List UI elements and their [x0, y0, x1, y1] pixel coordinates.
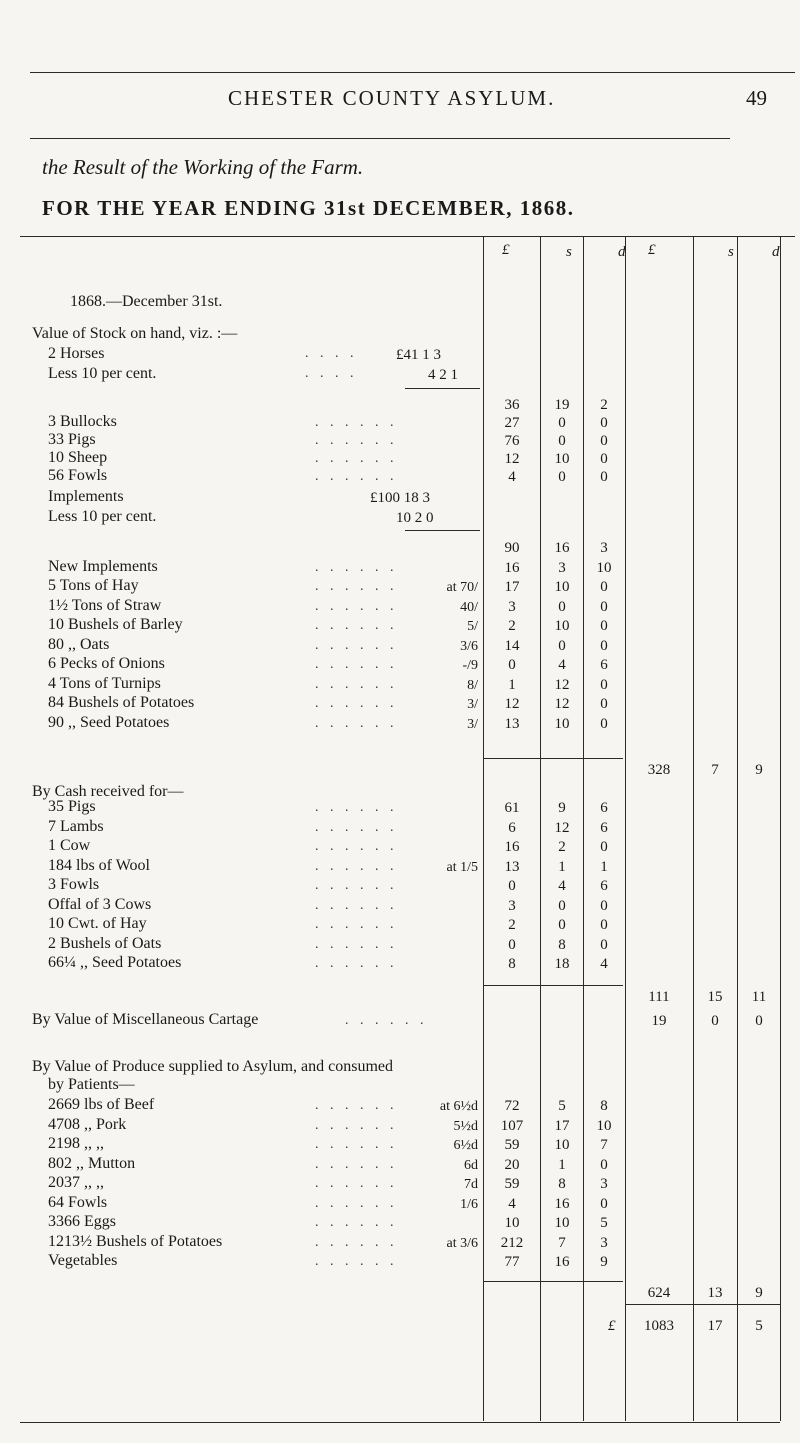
item-label: 2 Bushels of Oats [48, 934, 162, 952]
item-pounds: 4 [508, 1195, 516, 1212]
item-pounds: 59 [504, 1176, 520, 1192]
item-pence: 7 [600, 1137, 608, 1153]
item-label: 80 ,, Oats [48, 635, 110, 653]
item-pounds: 20 [504, 1156, 520, 1173]
item-pence: 0 [600, 598, 608, 615]
item-label: 2198 ,, ,, [48, 1135, 104, 1152]
item-label: 1213½ Bushels of Potatoes [48, 1232, 223, 1250]
item-label: 10 Sheep [48, 449, 108, 466]
item-label: 7 Lambs [48, 817, 104, 835]
item-pounds: 72 [504, 1098, 520, 1114]
item-label: 66¼ ,, Seed Potatoes [48, 954, 182, 971]
col-rule-5 [693, 236, 694, 1421]
item-shillings: 8 [558, 1176, 566, 1192]
item-label: Offal of 3 Cows [48, 895, 152, 913]
leader-dots: . . . . . . [315, 451, 398, 466]
leader-dots: . . . . . . [315, 839, 398, 854]
item-pence: 10 [596, 559, 612, 576]
leader-dots: . . . . . . [315, 637, 398, 653]
item-pence: 0 [600, 839, 608, 855]
item-pence: 0 [600, 696, 608, 712]
leader-dots: . . . . . . [315, 936, 398, 952]
item-label: 2037 ,, ,, [48, 1174, 104, 1191]
leader-dots: . . . . . . [345, 1013, 428, 1028]
col-header-pence-total: d [772, 244, 780, 260]
item-pounds: 12 [504, 451, 520, 467]
item-shillings: 10 [554, 618, 570, 634]
col-rule-6 [737, 236, 738, 1421]
col-header-pence: d [618, 244, 626, 260]
implements-label: Implements [48, 488, 124, 505]
item-shillings: 17 [554, 1117, 570, 1134]
item-pence: 0 [600, 469, 608, 485]
item-shillings: 16 [554, 1195, 570, 1212]
title-underline [20, 236, 795, 237]
leader-dots: . . . . . . [315, 897, 398, 913]
item-pence: 0 [600, 715, 608, 732]
cash-heading: By Cash received for— [32, 783, 184, 800]
item-shillings: 10 [554, 579, 570, 595]
header-rule [30, 72, 795, 73]
leader-dots: . . . . . . [315, 598, 398, 614]
leader-dots: . . . . . . [315, 715, 398, 731]
cash-total-pounds: 111 [648, 989, 670, 1005]
item-label: 3 Bullocks [48, 413, 117, 430]
item-pence: 2 [600, 397, 608, 413]
item-label: 84 Bushels of Potatoes [48, 694, 195, 711]
item-rate: 5/ [467, 619, 478, 634]
item-shillings: 10 [554, 1137, 570, 1153]
produce-total-shillings: 13 [707, 1285, 723, 1301]
item-rate: 3/ [467, 716, 478, 732]
cash-total-pence: 11 [751, 989, 767, 1005]
item-pounds: 14 [504, 637, 520, 654]
item-pence: 0 [600, 415, 608, 431]
item-label: 3 Fowls [48, 876, 100, 893]
item-pounds: 13 [504, 858, 520, 875]
item-pounds: 2 [508, 917, 516, 933]
item-pounds: 6 [508, 819, 516, 836]
item-pounds: 107 [500, 1117, 524, 1134]
item-pence: 0 [600, 1156, 608, 1173]
col-rule-1 [483, 236, 484, 1421]
leader-dots: . . . . . . [315, 469, 398, 484]
leader-dots: . . . . . . [315, 433, 398, 448]
item-pounds: 16 [504, 559, 520, 576]
leader-dots: . . . . . . [315, 819, 398, 835]
item-label: 184 lbs of Wool [48, 856, 150, 874]
horses-subtotal-rule [405, 388, 480, 389]
produce-total-pence: 9 [755, 1285, 763, 1301]
item-pounds: 90 [504, 540, 520, 556]
item-shillings: 7 [558, 1234, 566, 1251]
leader-dots: . . . . . . [315, 676, 398, 692]
item-shillings: 10 [554, 451, 570, 467]
item-label: 90 ,, Seed Potatoes [48, 713, 170, 731]
leader-dots: . . . . . . [315, 1137, 398, 1152]
item-shillings: 1 [558, 1156, 566, 1173]
item-rate: -/9 [462, 658, 478, 673]
subtitle: the Result of the Working of the Farm. [42, 155, 364, 179]
item-pounds: 2 [508, 618, 516, 634]
stock-heading: Value of Stock on hand, viz. :— [32, 325, 238, 342]
item-pounds: 13 [504, 715, 520, 732]
item-shillings: 0 [558, 917, 566, 933]
item-shillings: 12 [554, 696, 570, 712]
cartage-shillings: 0 [711, 1013, 719, 1029]
item-shillings: 10 [554, 1215, 570, 1231]
produce-total-pounds: 624 [647, 1285, 671, 1301]
item-rate: at 3/6 [446, 1235, 478, 1251]
item-label: 1½ Tons of Straw [48, 596, 162, 614]
item-shillings: 0 [558, 897, 566, 914]
item-pence: 0 [600, 433, 608, 449]
item-pence: 8 [600, 1098, 608, 1114]
horses-label: 2 Horses [48, 345, 105, 362]
item-shillings: 4 [558, 878, 566, 894]
leader-dots: . . . . . . [315, 559, 398, 575]
item-label: 2669 lbs of Beef [48, 1096, 155, 1113]
col-header-pounds: £ [502, 242, 510, 258]
item-pounds: 76 [504, 433, 520, 449]
item-shillings: 12 [554, 819, 570, 836]
item-shillings: 0 [558, 415, 566, 431]
cartage-pence: 0 [755, 1013, 763, 1029]
leader-dots: . . . . . . [315, 917, 398, 932]
item-label: 5 Tons of Hay [48, 577, 139, 594]
stock-total-shillings: 7 [711, 762, 719, 778]
item-pounds: 27 [504, 415, 520, 431]
leader-dots: . . . . . . [315, 858, 398, 874]
item-rate: 40/ [460, 599, 478, 615]
horses-less-label: Less 10 per cent. [48, 365, 157, 382]
stock-total-pounds: 328 [647, 762, 671, 778]
item-rate: 8/ [467, 677, 478, 693]
item-shillings: 0 [558, 469, 566, 485]
item-shillings: 19 [554, 397, 570, 413]
item-shillings: 1 [558, 858, 566, 875]
col-header-pounds-total: £ [648, 242, 656, 258]
leader-dots: . . . . . . [315, 579, 398, 594]
item-pounds: 77 [504, 1254, 520, 1270]
item-pence: 0 [600, 897, 608, 914]
item-label: 56 Fowls [48, 467, 108, 484]
item-label: Vegetables [48, 1252, 118, 1269]
leader-dots: . . . . [305, 366, 358, 381]
item-pence: 3 [600, 540, 608, 556]
item-label: 6 Pecks of Onions [48, 655, 165, 672]
item-label: 4 Tons of Turnips [48, 674, 161, 692]
item-rate: 3/6 [460, 638, 478, 654]
item-pounds: 0 [508, 936, 516, 953]
item-label: 35 Pigs [48, 798, 96, 815]
grand-total-pence: 5 [755, 1318, 763, 1334]
item-pounds: 4 [508, 469, 516, 485]
cartage-label: By Value of Miscellaneous Cartage [32, 1011, 259, 1028]
item-shillings: 18 [554, 956, 570, 972]
item-pence: 6 [600, 657, 608, 673]
item-pence: 6 [600, 819, 608, 836]
implements-less-amount: 10 2 0 [396, 510, 434, 526]
item-shillings: 9 [558, 800, 566, 816]
stock-total-rule [483, 758, 623, 759]
leader-dots: . . . . . . [315, 657, 398, 672]
item-label: 33 Pigs [48, 431, 96, 448]
leader-dots: . . . . . . [315, 956, 398, 971]
item-pence: 0 [600, 618, 608, 634]
item-pounds: 1 [508, 676, 516, 693]
leader-dots: . . . . . . [315, 878, 398, 893]
page-number: 49 [746, 86, 767, 110]
produce-total-rule [483, 1281, 623, 1282]
leader-dots: . . . . . . [315, 1254, 398, 1269]
grand-total-shillings: 17 [707, 1318, 723, 1334]
item-pence: 3 [600, 1234, 608, 1251]
item-pence: 0 [600, 637, 608, 654]
item-rate: 3/ [467, 697, 478, 712]
item-pounds: 8 [508, 956, 516, 972]
grand-total-symbol: £ [608, 1318, 616, 1334]
item-shillings: 12 [554, 676, 570, 693]
item-pence: 10 [596, 1117, 612, 1134]
item-rate: 1/6 [460, 1196, 478, 1212]
leader-dots: . . . . [305, 346, 358, 361]
item-pounds: 36 [504, 397, 520, 413]
item-pounds: 0 [508, 657, 516, 673]
item-label: 802 ,, Mutton [48, 1154, 136, 1172]
item-pounds: 3 [508, 598, 516, 615]
grand-total-rule [625, 1304, 780, 1305]
cash-total-rule [483, 985, 623, 986]
item-label: 10 Cwt. of Hay [48, 915, 147, 932]
item-label: New Implements [48, 557, 158, 575]
leader-dots: . . . . . . [315, 1156, 398, 1172]
produce-heading-2: by Patients— [48, 1076, 135, 1093]
cartage-pounds: 19 [651, 1013, 667, 1029]
col-rule-2 [540, 236, 541, 1421]
item-pence: 4 [600, 956, 608, 972]
item-shillings: 0 [558, 433, 566, 449]
item-label: 4708 ,, Pork [48, 1115, 127, 1133]
item-pence: 6 [600, 878, 608, 894]
leader-dots: . . . . . . [315, 1176, 398, 1191]
leader-dots: . . . . . . [315, 618, 398, 633]
leader-dots: . . . . . . [315, 1117, 398, 1133]
item-rate: 6½d [453, 1138, 478, 1153]
item-pounds: 12 [504, 696, 520, 712]
item-pence: 1 [600, 858, 608, 875]
leader-dots: . . . . . . [315, 1195, 398, 1211]
implements-amount: £100 18 3 [370, 490, 430, 506]
item-pence: 9 [600, 1254, 608, 1270]
item-pence: 3 [600, 1176, 608, 1192]
item-shillings: 4 [558, 657, 566, 673]
item-shillings: 10 [554, 715, 570, 732]
item-label: 1 Cow [48, 837, 91, 854]
item-pence: 6 [600, 800, 608, 816]
item-pounds: 0 [508, 878, 516, 894]
item-label: 64 Fowls [48, 1193, 108, 1211]
item-shillings: 3 [558, 559, 566, 576]
item-pounds: 17 [504, 579, 520, 595]
item-pounds: 3 [508, 897, 516, 914]
item-shillings: 8 [558, 936, 566, 953]
date-line: 1868.—December 31st. [70, 293, 223, 310]
col-header-shillings: s [566, 244, 572, 260]
item-pence: 0 [600, 1195, 608, 1212]
item-pence: 0 [600, 676, 608, 693]
item-shillings: 16 [554, 540, 570, 556]
item-pounds: 61 [504, 800, 520, 816]
item-pence: 5 [600, 1215, 608, 1231]
item-label: 10 Bushels of Barley [48, 616, 183, 633]
bottom-rule [20, 1422, 780, 1423]
leader-dots: . . . . . . [315, 1098, 398, 1113]
item-rate: at 1/5 [446, 859, 478, 875]
implements-subtotal-rule [405, 530, 480, 531]
leader-dots: . . . . . . [315, 696, 398, 711]
item-pence: 0 [600, 451, 608, 467]
leader-dots: . . . . . . [315, 415, 398, 430]
horses-amount: £41 1 3 [396, 347, 441, 363]
col-header-shillings-total: s [728, 244, 734, 260]
produce-heading: By Value of Produce supplied to Asylum, and consumed [32, 1058, 393, 1075]
item-shillings: 16 [554, 1254, 570, 1270]
grand-total-pounds: 1083 [644, 1318, 674, 1334]
cash-total-shillings: 15 [707, 989, 723, 1005]
item-shillings: 2 [558, 839, 566, 855]
item-rate: 6d [464, 1157, 478, 1173]
item-rate: 7d [464, 1177, 478, 1192]
leader-dots: . . . . . . [315, 1215, 398, 1230]
item-label: 3366 Eggs [48, 1213, 116, 1230]
leader-dots: . . . . . . [315, 800, 398, 815]
item-shillings: 0 [558, 598, 566, 615]
item-shillings: 0 [558, 637, 566, 654]
implements-less-label: Less 10 per cent. [48, 508, 157, 525]
item-pounds: 59 [504, 1137, 520, 1153]
item-rate: 5½d [453, 1118, 478, 1134]
item-shillings: 5 [558, 1098, 566, 1114]
leader-dots: . . . . . . [315, 1234, 398, 1250]
header-underline [30, 138, 730, 139]
item-pence: 0 [600, 917, 608, 933]
item-rate: at 6½d [439, 1099, 478, 1114]
item-pence: 0 [600, 936, 608, 953]
item-pounds: 16 [504, 839, 520, 855]
stock-total-pence: 9 [755, 762, 763, 778]
asylum-name: CHESTER COUNTY ASYLUM. [228, 86, 556, 110]
right-edge-rule [780, 236, 781, 1421]
col-rule-4 [625, 236, 626, 1421]
item-pounds: 212 [500, 1234, 524, 1251]
item-pence: 0 [600, 579, 608, 595]
item-rate: at 70/ [446, 580, 478, 595]
report-heading: FOR THE YEAR ENDING 31st DECEMBER, 1868. [42, 196, 575, 220]
item-pounds: 10 [504, 1215, 520, 1231]
horses-less-amount: 4 2 1 [428, 367, 458, 383]
